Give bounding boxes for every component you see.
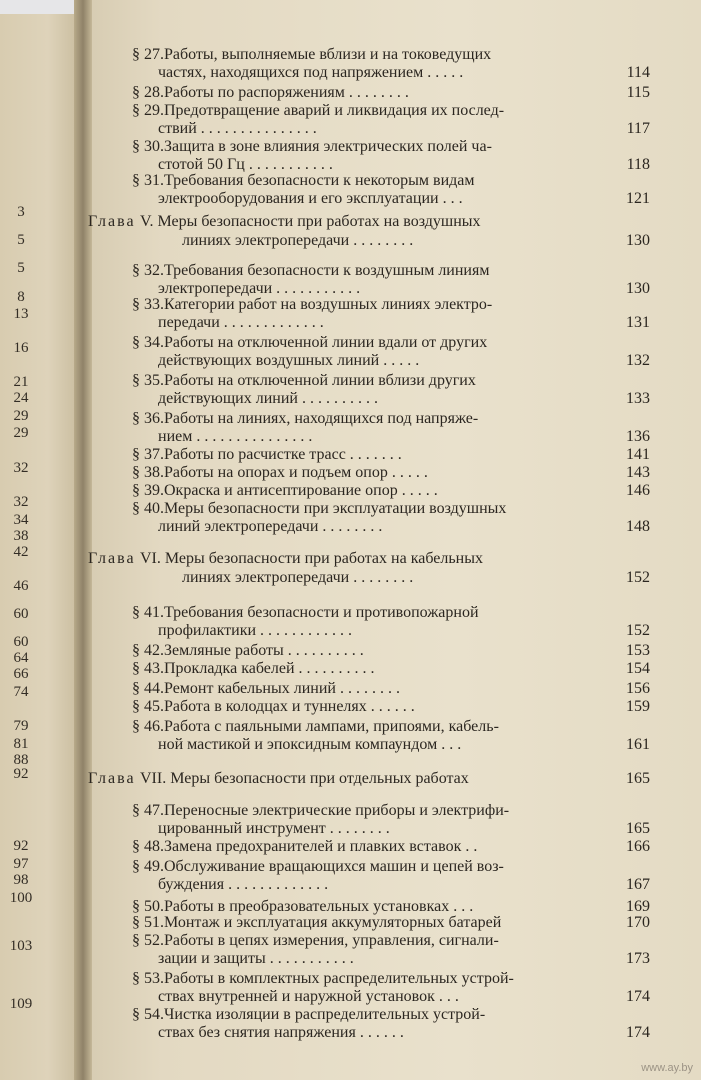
page-number: 159 <box>626 698 650 715</box>
section-title-line: Защита в зоне влияния электрических полей ча- <box>164 138 492 155</box>
page-number: 143 <box>626 464 650 481</box>
chapter-title-line: линиях электропередачи . . . . . . . . <box>182 232 414 249</box>
section-number: § 45. <box>132 698 164 715</box>
section-title-line: Чистка изоляции в распределительных устрой- <box>164 1006 486 1023</box>
page-number: 153 <box>626 642 650 659</box>
section-title-line: Земляные работы . . . . . . . . . . <box>164 642 364 659</box>
page-number: 114 <box>626 64 650 81</box>
section-number: § 27. <box>132 46 164 63</box>
page-number: 167 <box>626 876 650 893</box>
section-title-line: Обслуживание вращающихся машин и цепей воз- <box>164 858 504 875</box>
left-page-number: 88 <box>13 752 29 768</box>
section-number: § 39. <box>132 482 164 499</box>
section-title-line: ствий . . . . . . . . . . . . . . . <box>158 120 317 137</box>
page-number: 174 <box>626 988 650 1005</box>
section-number: § 31. <box>132 172 164 189</box>
section-title-line: Работа в колодцах и туннелях . . . . . . <box>164 698 415 715</box>
page-number: 156 <box>626 680 650 697</box>
left-page-number: 32 <box>13 494 29 510</box>
chapter-title-line: VII. Меры безопасности при отдельных работах <box>140 770 469 787</box>
left-page-number: 92 <box>13 838 29 854</box>
section-number: § 47. <box>132 802 164 819</box>
left-page-number: 46 <box>13 578 29 594</box>
section-number: § 30. <box>132 138 164 155</box>
section-number: § 42. <box>132 642 164 659</box>
section-number: § 54. <box>132 1006 164 1023</box>
page-number: 174 <box>626 1024 650 1041</box>
section-number: § 36. <box>132 410 164 427</box>
page-number: 141 <box>626 446 650 463</box>
left-page-number: 16 <box>13 340 29 356</box>
section-number: § 46. <box>132 718 164 735</box>
chapter-title-line: V. Меры безопасности при работах на воздушных <box>140 213 481 230</box>
section-title-line: Требования безопасности и противопожарной <box>164 604 479 621</box>
page-number: 132 <box>626 352 650 369</box>
left-page-number: 24 <box>13 390 29 406</box>
section-title-line: ствах без снятия напряжения . . . . . . <box>158 1024 404 1041</box>
page-number: 136 <box>626 428 650 445</box>
section-number: § 28. <box>132 84 164 101</box>
section-title-line: действующих воздушных линий . . . . . <box>158 352 420 369</box>
section-number: § 51. <box>132 914 164 931</box>
left-page-number: 92 <box>13 766 29 782</box>
chapter-title-line: линиях электропередачи . . . . . . . . <box>182 569 414 586</box>
section-number: § 53. <box>132 970 164 987</box>
page-number: 117 <box>626 120 650 137</box>
left-page-number: 66 <box>13 666 29 682</box>
section-number: § 34. <box>132 334 164 351</box>
section-title-line: Категории работ на воздушных линиях электро- <box>164 296 493 313</box>
page-number: 165 <box>626 770 650 787</box>
section-title-line: Требования безопасности к некоторым видам <box>164 172 475 189</box>
section-title-line: Требования безопасности к воздушным линиям <box>164 262 490 279</box>
section-title-line: Работы на отключенной линии вдали от других <box>164 334 488 351</box>
left-page-number: 103 <box>9 938 33 954</box>
page-number: 154 <box>626 660 650 677</box>
section-title-line: Переносные электрические приборы и электрифи- <box>164 802 510 819</box>
section-number: § 41. <box>132 604 164 621</box>
section-title-line: Окраска и антисептирование опор . . . . . <box>164 482 438 499</box>
left-page-number: 29 <box>13 408 29 424</box>
section-title-line: электрооборудования и его эксплуатации . . . <box>158 190 463 207</box>
section-title-line: Работы по распоряжениям . . . . . . . . <box>164 84 409 101</box>
section-title-line: Ремонт кабельных линий . . . . . . . . <box>164 680 400 697</box>
section-title-line: Монтаж и эксплуатация аккумуляторных батарей <box>164 914 502 931</box>
chapter-label: Глава <box>88 770 136 787</box>
section-title-line: линий электропередачи . . . . . . . . <box>158 518 383 535</box>
chapter-label: Глава <box>88 550 136 567</box>
left-page-number: 5 <box>17 232 25 248</box>
section-number: § 50. <box>132 898 164 915</box>
left-page-number: 81 <box>13 736 29 752</box>
section-title-line: Меры безопасности при эксплуатации воздушных <box>164 500 507 517</box>
section-title-line: буждения . . . . . . . . . . . . . <box>158 876 329 893</box>
section-number: § 40. <box>132 500 164 517</box>
left-page-number: 60 <box>13 634 29 650</box>
section-number: § 43. <box>132 660 164 677</box>
page-number: 170 <box>626 914 650 931</box>
left-page-number: 34 <box>13 512 29 528</box>
section-title-line: Работа с паяльными лампами, припоями, кабель- <box>164 718 499 735</box>
section-title-line: Предотвращение аварий и ликвидация их послед- <box>164 102 505 119</box>
section-title-line: Работы, выполняемые вблизи и на токоведущих <box>164 46 492 63</box>
section-title-line: Работы на опорах и подъем опор . . . . . <box>164 464 428 481</box>
section-title-line: электропередачи . . . . . . . . . . . <box>158 280 361 297</box>
section-number: § 44. <box>132 680 164 697</box>
section-title-line: Работы в комплектных распределительных устрой- <box>164 970 514 987</box>
section-title-line: зации и защиты . . . . . . . . . . . <box>158 950 354 967</box>
section-title-line: Работы в преобразовательных установках . . . <box>164 898 474 915</box>
section-number: § 48. <box>132 838 164 855</box>
section-number: § 32. <box>132 262 164 279</box>
section-title-line: частях, находящихся под напряжением . . . . . <box>158 64 464 81</box>
section-title-line: Работы на линиях, находящихся под напряже- <box>164 410 479 427</box>
section-number: § 33. <box>132 296 164 313</box>
section-title-line: стотой 50 Гц . . . . . . . . . . . <box>158 156 333 173</box>
page-number: 131 <box>626 314 650 331</box>
section-title-line: ствах внутренней и наружной установок . . . <box>158 988 459 1005</box>
left-page-number: 74 <box>13 684 29 700</box>
left-page-number: 13 <box>13 306 29 322</box>
left-page-number: 42 <box>13 544 29 560</box>
page-number: 169 <box>626 898 650 915</box>
page-number: 152 <box>626 569 650 586</box>
page-number: 146 <box>626 482 650 499</box>
left-page-number: 109 <box>9 996 33 1012</box>
left-page-number: 100 <box>9 890 33 906</box>
page-number: 166 <box>626 838 650 855</box>
left-page-number: 97 <box>13 856 29 872</box>
page-number: 118 <box>626 156 650 173</box>
section-number: § 35. <box>132 372 164 389</box>
left-page-number: 38 <box>13 528 29 544</box>
section-number: § 37. <box>132 446 164 463</box>
left-page-number: 64 <box>13 650 29 666</box>
page-number: 130 <box>626 280 650 297</box>
left-page-number: 98 <box>13 872 29 888</box>
section-title-line: Работы на отключенной линии вблизи других <box>164 372 476 389</box>
section-title-line: профилактики . . . . . . . . . . . . <box>158 622 353 639</box>
chapter-label: Глава <box>88 213 136 230</box>
section-title-line: передачи . . . . . . . . . . . . . <box>158 314 324 331</box>
watermark: www.ay.by <box>641 1062 693 1074</box>
page-number: 165 <box>626 820 650 837</box>
section-title-line: Замена предохранителей и плавких вставок . . <box>164 838 478 855</box>
page-number: 133 <box>626 390 650 407</box>
section-title-line: цированный инструмент . . . . . . . . <box>158 820 390 837</box>
section-title-line: Работы по расчистке трасс . . . . . . . <box>164 446 402 463</box>
page-number: 130 <box>626 232 650 249</box>
page-number: 152 <box>626 622 650 639</box>
section-title-line: ной мастикой и эпоксидным компаундом . . . <box>158 736 462 753</box>
page-number: 121 <box>626 190 650 207</box>
section-title-line: нием . . . . . . . . . . . . . . . <box>158 428 313 445</box>
left-page-number: 8 <box>17 289 25 305</box>
section-title-line: Работы в цепях измерения, управления, сигнали- <box>164 932 499 949</box>
page-number: 161 <box>626 736 650 753</box>
section-title-line: Прокладка кабелей . . . . . . . . . . <box>164 660 375 677</box>
section-number: § 38. <box>132 464 164 481</box>
left-page-number: 29 <box>13 425 29 441</box>
section-number: § 29. <box>132 102 164 119</box>
page-number: 173 <box>626 950 650 967</box>
left-page-number: 3 <box>17 204 25 220</box>
left-page-number: 79 <box>13 718 29 734</box>
book-gutter <box>74 0 92 1080</box>
left-page-number: 32 <box>13 460 29 476</box>
section-number: § 49. <box>132 858 164 875</box>
section-title-line: действующих линий . . . . . . . . . . <box>158 390 378 407</box>
left-page-number: 5 <box>17 260 25 276</box>
section-number: § 52. <box>132 932 164 949</box>
chapter-title-line: VI. Меры безопасности при работах на кабельных <box>140 550 483 567</box>
page-number: 115 <box>626 84 650 101</box>
left-page-number: 60 <box>13 606 29 622</box>
left-page-number: 21 <box>13 374 29 390</box>
page-number: 148 <box>626 518 650 535</box>
